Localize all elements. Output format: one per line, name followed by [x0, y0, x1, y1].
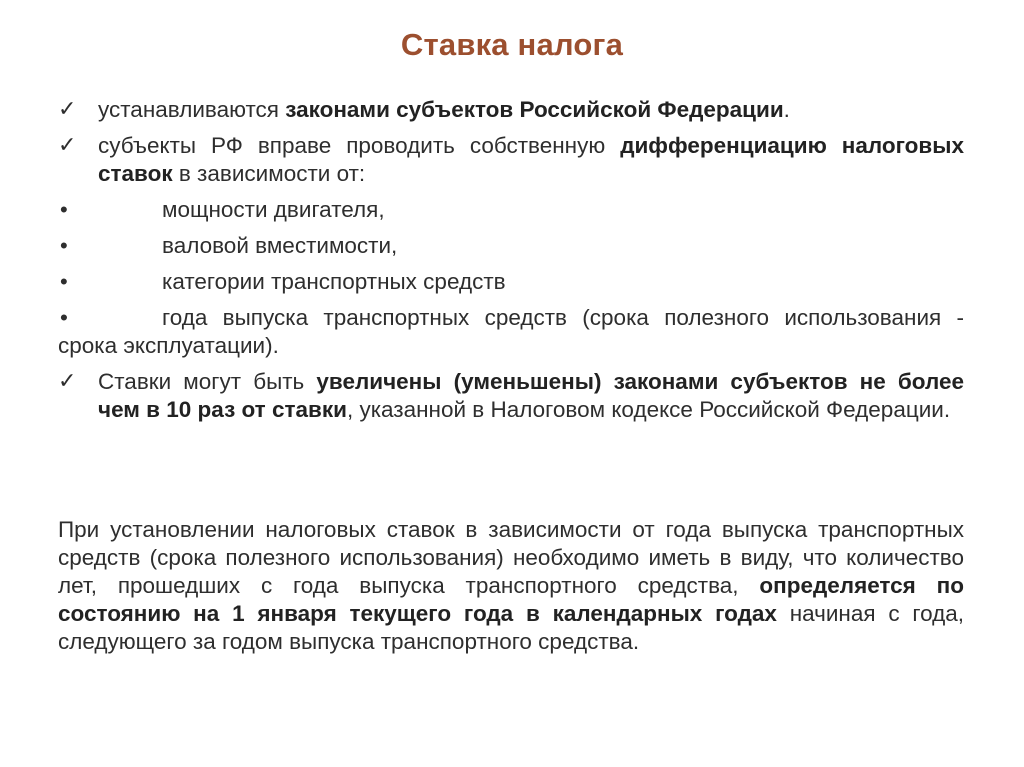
closing-paragraph [58, 516, 964, 656]
bullet-item-1 [58, 196, 964, 224]
check-item-1 [58, 96, 964, 124]
checkmark-icon: ✓ [58, 133, 77, 158]
text-run: начиная с года, следующего за годом выпуска транспортного средства. [58, 601, 964, 654]
check-item-text [98, 132, 964, 188]
checkmark-icon: ✓ [58, 97, 77, 122]
bullet-icon: • [60, 233, 68, 258]
bullet-text: категории транспортных средств [162, 269, 506, 294]
text-run: При установлении налоговых ставок в зависимости от года выпуска транспортных средств (срока полезного использования) необходимо иметь в виду, что количество лет, прошедших с года выпуска транспортного средства, [58, 517, 964, 598]
text-run: субъекты РФ вправе проводить собственную [98, 133, 621, 158]
check-item-text [98, 368, 964, 424]
check-item-3 [58, 368, 964, 424]
bold-run: увеличены (уменьшены) законами субъектов не более чем в 10 раз от ставки [98, 369, 965, 422]
checkmark-icon: ✓ [58, 369, 77, 394]
bullet-item-2 [58, 232, 964, 260]
bullet-text: валовой вместимости, [162, 233, 398, 258]
bullet-item-3 [58, 268, 964, 296]
bullet-icon: • [60, 305, 68, 330]
slide-title: Ставка налога [400, 27, 624, 62]
text-run: Ставки могут быть [98, 369, 317, 394]
bold-run: определяется по состоянию на 1 января текущего года в календарных годах [58, 573, 964, 626]
check-item-text [98, 96, 964, 124]
bold-run: законами субъектов Российской Федерации [285, 97, 784, 122]
text-run: устанавливаются [98, 97, 286, 122]
bullet-text: мощности двигателя, [162, 197, 385, 222]
bullet-text: года выпуска транспортных средств (срока полезного использования - срока эксплуатации). [58, 305, 964, 358]
bullet-item-4 [58, 304, 964, 360]
text-run: . [783, 97, 790, 122]
bullet-icon: • [60, 197, 68, 222]
bullet-icon: • [60, 269, 68, 294]
check-item-2 [58, 132, 964, 188]
bold-run: дифференциацию налоговых ставок [98, 133, 964, 186]
content-body [58, 96, 964, 432]
text-run: в зависимости от: [172, 161, 366, 186]
text-run: , указанной в Налоговом кодексе Российской Федерации. [346, 397, 951, 422]
